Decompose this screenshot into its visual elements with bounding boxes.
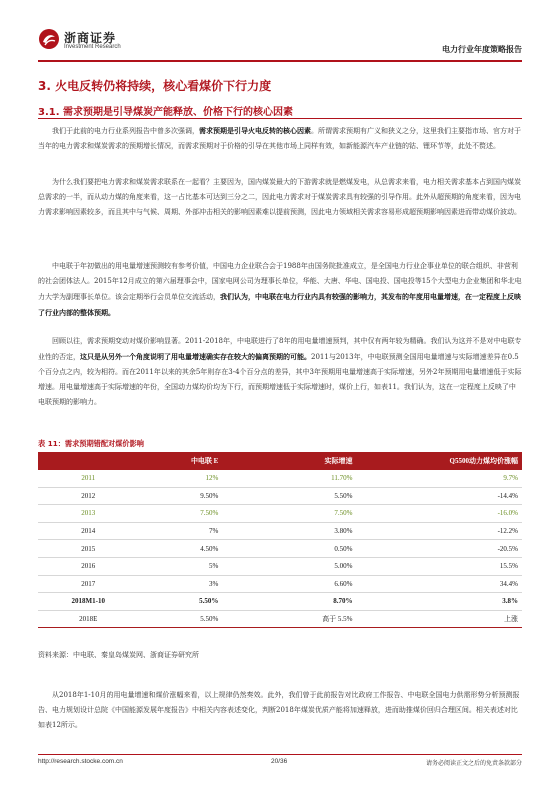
table-cell-year: 2011: [81, 474, 96, 483]
table-cell: 12%: [205, 474, 219, 483]
table-cell: 8.70%: [333, 597, 353, 606]
paragraph-2: [38, 175, 522, 220]
table-cell: 7%: [209, 527, 219, 536]
logo-subtext: Investment Research: [64, 44, 121, 50]
page-header: [38, 26, 522, 60]
table-header-row: [38, 452, 522, 470]
table-header-cell: 实际增速: [222, 452, 356, 470]
table-source: 资料来源：中电联、秦皇岛煤炭网、浙商证券研究所: [38, 651, 199, 659]
table-cell: 3%: [209, 579, 219, 588]
report-name: 电力行业年度策略报告: [442, 45, 522, 54]
table-header-cell: 中电联 E: [139, 452, 223, 470]
subsection-heading: 3.1. 需求预期是引导煤炭产能释放、价格下行的核心因素: [38, 107, 293, 118]
table-cell: -20.5%: [497, 544, 518, 553]
body-text: 为什么我们要把电力需求和煤炭需求联系在一起看？主要因为，国内煤炭最大的下游需求就是燃煤发电，从总需求来看，电力相关需求基本占到国内煤炭总需求的一半，而从动力煤的角度来看，这一占比基本可达到三分之二，因此电力需求对于煤炭需求具有较强的引导作用。此外从超预期的角度来看，因为电力需求影响因素较多，而且其中与气候、周期、外部冲击相关的影响因素难以提前预测，因此电力领域相关需求容易形成超预期影响因素进而带动煤价波动。: [38, 178, 521, 216]
table-cell: 3.80%: [334, 527, 353, 536]
table-cell: 4.50%: [200, 544, 219, 553]
footer-url: http://research.stocke.com.cn: [38, 758, 123, 765]
price-impact-table: [38, 452, 522, 628]
table-row: [38, 593, 522, 611]
table-cell: -12.2%: [497, 527, 518, 536]
table-cell: 7.50%: [334, 509, 353, 518]
table-row: [38, 470, 522, 487]
body-text: 我们于此前的电力行业系列报告中曾多次强调，: [52, 127, 199, 135]
table-cell: 上涨: [504, 615, 518, 624]
table-cell-year: 2012: [81, 491, 96, 500]
table-header-cell: [38, 452, 139, 470]
table-cell: 15.5%: [499, 562, 518, 571]
body-text: 。所谓需求预期有广义和狭义之分，这里我们主要指市场、官方对于当年的电力需求和煤炭需求的预期增长情况，而需求预期对于价格的引导在其他市场上同样有效，如新能源汽车产业链的钴、锂环节等，此处不赘述。: [38, 127, 521, 150]
table-row: [38, 505, 522, 523]
body-text: 回顾以往，需求预期变动对煤价影响显著。2011-2018年，中电联进行了8年的用电量增速预判，其中仅有两年较为精确。我们认为这并不是对中电联专业性的否定，: [38, 337, 522, 361]
table-cell: 5.50%: [334, 491, 353, 500]
body-text: 从2018年1-10月的用电量增速和煤价涨幅来看，以上规律仍然奏效。此外，我们曾于此前报告对比政府工作报告、中电联全国电力供需形势分析预测报告、电力规划设计总院《中国能源发展年度报告》中相关内容表述变化，判断2018年煤炭优质产能将加速释放，进而助推煤价回归合理区间。相关表述对比如表12所示。: [38, 691, 520, 729]
table-cell-year: 2018M1-10: [71, 597, 105, 606]
table-cell-year: 2014: [81, 527, 96, 536]
table-cell: 5.50%: [200, 615, 219, 624]
table-cell: 0.50%: [334, 544, 353, 553]
table-cell: 7.50%: [200, 509, 219, 518]
logo-text: 浙商证券: [64, 31, 117, 45]
emphasis-text: 我们认为，中电联在电力行业内具有较强的影响力，其发布的年度用电量增速，在一定程度上反映了行业内部的整体预期。: [38, 292, 521, 317]
table-cell-year: 2018E: [79, 615, 98, 624]
table-row: [38, 540, 522, 558]
table-cell: 34.4%: [499, 579, 518, 588]
paragraph-5: [38, 688, 522, 733]
table-row: [38, 610, 522, 628]
table-cell: 5%: [209, 562, 219, 571]
table-cell-year: 2013: [81, 509, 96, 518]
paragraph-4: [38, 334, 522, 410]
table-cell-year: 2016: [81, 562, 96, 571]
header-divider: [38, 60, 522, 62]
paragraph-3: [38, 259, 522, 321]
table-row: [38, 522, 522, 540]
table-cell: 5.50%: [199, 597, 219, 606]
table-cell-year: 2017: [81, 579, 96, 588]
table-cell: 3.8%: [502, 597, 518, 606]
table-cell: 9.50%: [200, 491, 219, 500]
table-cell: 9.7%: [503, 474, 518, 483]
table-cell: 5.00%: [334, 562, 353, 571]
body-text: 2011与2013年，中电联预测全国用电量增速与实际增速差异在0.5个百分点之内，较为相符。而在2011年以来的其余5年则存在3-4个百分点的差异，其中3年预期用电量增速高于实际增速，另外2年预期用电量增速低于实际增速。用电量增速高于实际增速的年份，全国动力煤均价均为下行，而预期增速低于实际增速时，煤价上行，如表11。我们认为，这在一定程度上反映了中电联预期的影响力。: [38, 353, 522, 406]
table-cell-year: 2015: [81, 544, 96, 553]
table-header-cell: Q5500动力煤均价涨幅: [356, 452, 522, 470]
subsection-divider: [38, 118, 522, 119]
emphasis-text: 需求预期是引导火电反转的核心因素: [199, 126, 311, 135]
logo-icon: [38, 28, 60, 50]
footer-disclaimer: 请务必阅读正文之后的免责条款部分: [425, 760, 522, 767]
paragraph-1: [38, 123, 522, 154]
table-cell: -14.4%: [497, 491, 518, 500]
table-title: 表 11：需求预期错配对煤价影响: [38, 439, 144, 448]
emphasis-text: 这只是从另外一个角度说明了用电量增速确实存在较大的偏离预期的可能。: [80, 352, 311, 361]
table-row: [38, 575, 522, 593]
section-heading: 3. 火电反转仍将持续，核心看煤价下行力度: [38, 79, 272, 93]
table-row: [38, 487, 522, 505]
footer-divider: [38, 754, 522, 755]
table-cell: 6.60%: [334, 579, 353, 588]
page-number: 20/36: [271, 758, 288, 765]
body-text: 中电联于年初做出的用电量增速预测较有参考价值，中国电力企业联合会于1988年由国务院批准成立，是全国电力行业企事业单位的联合组织、非营利的社会团体法人。2015年12月成立的第六届理事会中，国家电网公司为理事长单位，华能、大唐、华电、国电投、国电投等15个大型电力企业集团和华北电力大学为副理事长单位。该会定期举行会员单位交流活动，: [38, 262, 522, 301]
table-cell: 高于 5.5%: [322, 615, 353, 624]
table-row: [38, 557, 522, 575]
table-cell: -16.0%: [497, 509, 518, 518]
table-cell: 11.70%: [331, 474, 353, 483]
